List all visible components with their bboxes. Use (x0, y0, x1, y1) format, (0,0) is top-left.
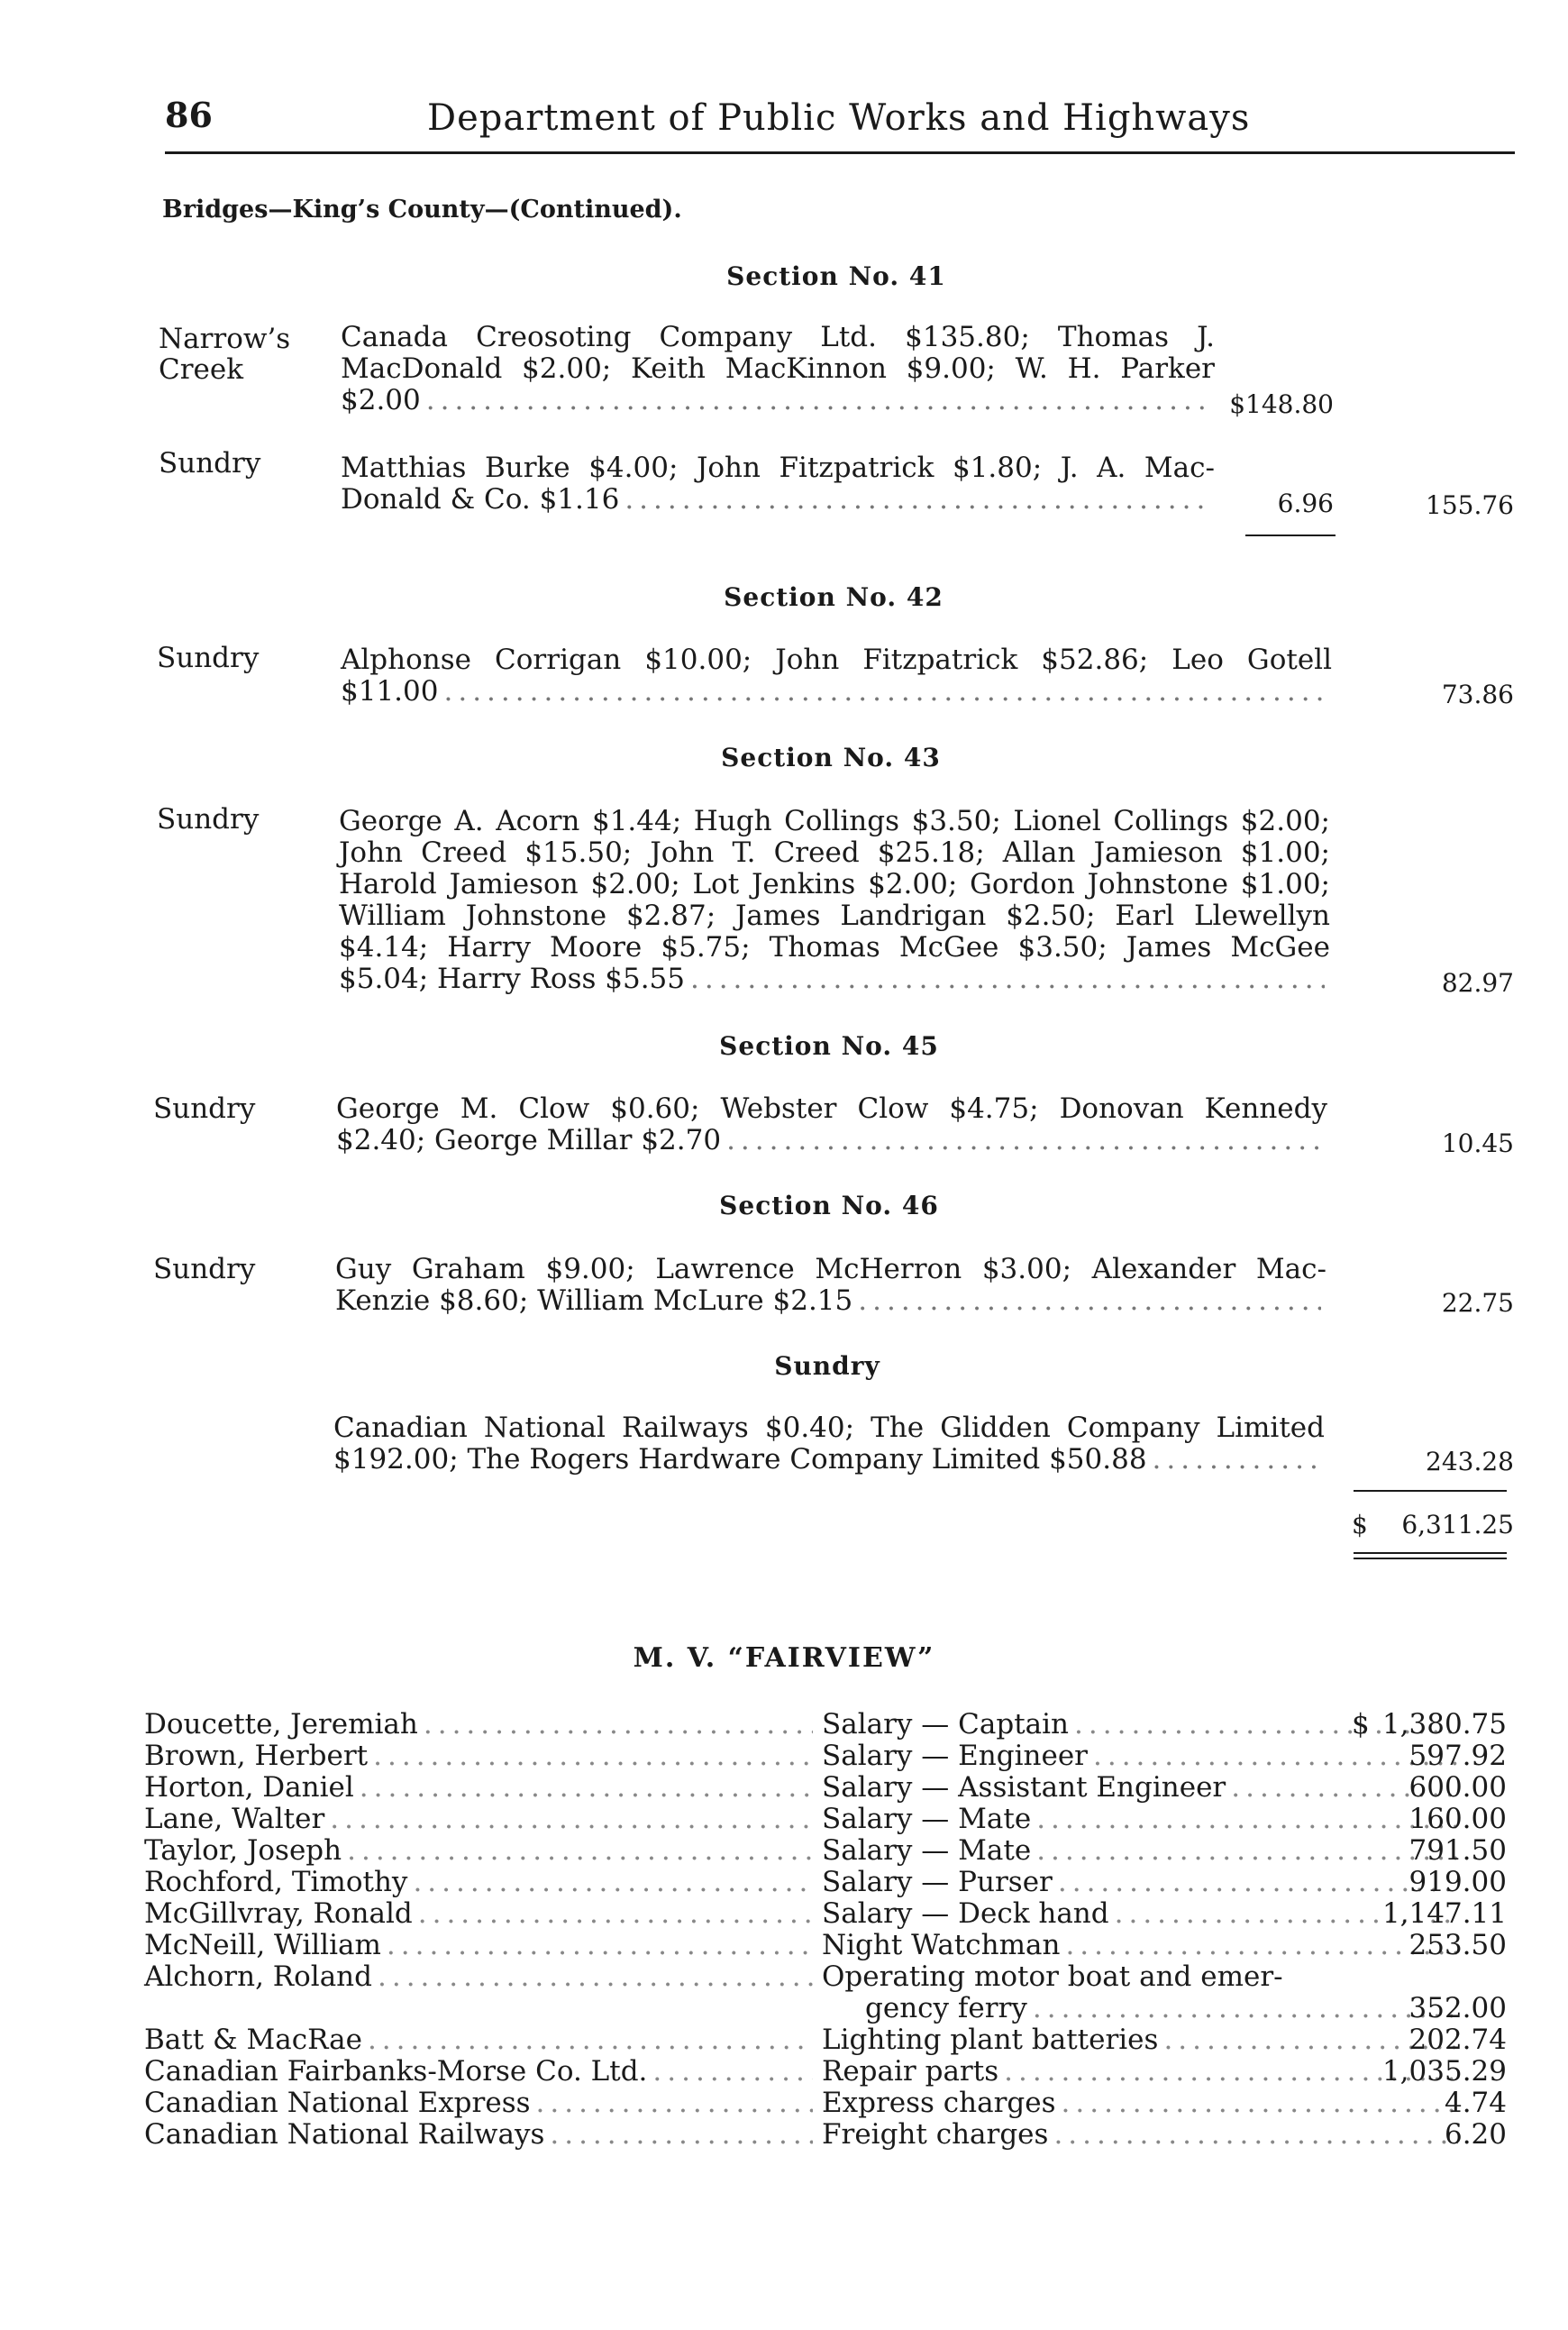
section-total: 243.28 (1426, 1447, 1514, 1476)
entry-label: Sundry (153, 1253, 256, 1285)
section-title: Section No. 41 (726, 261, 946, 291)
entry-label: Sundry (157, 642, 260, 674)
entry-body: Canada Creosoting Company Ltd. $135.80; Thomas J. MacDonald $2.00; Keith MacKinnon $9.00; W. H. Parker $2.00 ..... (341, 322, 1215, 416)
entry-body: Alphonse Corrigan $10.00; John Fitzpatrick $52.86; Leo Gotell $11.00 ..... (341, 644, 1332, 708)
entry-body: Canadian National Railways $0.40; The Glidden Company Limited $192.00; The Rogers Hardware Company Limited $50.88 ..... (333, 1412, 1325, 1476)
section-title: Section No. 46 (719, 1191, 939, 1220)
section-title: Section No. 42 (724, 582, 944, 612)
header-rule (165, 151, 1515, 154)
section-total: 82.97 (1441, 968, 1514, 998)
entry-body: Guy Graham $9.00; Lawrence McHerron $3.00; Alexander Mac- Kenzie $8.60; William McLure $2.15 ..... (335, 1254, 1326, 1317)
sub-amount: $148.80 (1229, 389, 1334, 419)
page-number: 86 (165, 95, 213, 135)
entry-label: Sundry (157, 803, 260, 836)
currency-symbol: $ (1352, 1708, 1370, 1741)
entry-label: Narrow’s Creek (159, 323, 291, 386)
section-total: 22.75 (1441, 1288, 1514, 1318)
grand-total-rule-1 (1354, 1552, 1507, 1554)
entry-body: George M. Clow $0.60; Webster Clow $4.75; Donovan Kennedy $2.40; George Millar $2.70 ..... (336, 1093, 1327, 1156)
section-title: Section No. 45 (719, 1031, 939, 1061)
entry-body: Matthias Burke $4.00; John Fitzpatrick $1.80; J. A. Mac- Donald & Co. $1.16 ..... (341, 452, 1215, 516)
total-rule (1245, 535, 1336, 536)
entry-label: Sundry (153, 1092, 256, 1125)
page-title: Department of Public Works and Highways (427, 97, 1251, 139)
section-total: 73.86 (1441, 680, 1514, 709)
subheading: Bridges—King’s County—(Continued). (162, 196, 682, 224)
fairview-title: M. V. “FAIRVIEW” (633, 1642, 935, 1674)
section-title: Section No. 43 (721, 743, 941, 772)
entry-label: Sundry (159, 447, 261, 480)
section-total: 10.45 (1441, 1128, 1514, 1158)
grand-total: 6,311.25 (1401, 1510, 1514, 1540)
section-total: 155.76 (1426, 490, 1514, 520)
sub-amount: 6.96 (1277, 489, 1334, 518)
section-title: Sundry (774, 1351, 880, 1381)
grand-total-rule-2 (1354, 1558, 1507, 1559)
total-rule (1354, 1490, 1507, 1492)
entry-body: George A. Acorn $1.44; Hugh Collings $3.50; Lionel Collings $2.00; John Creed $15.50; John T. Creed $25.18; Allan Jamieson $1.00; Harold Jamieson $2.00; Lot Jenkins $2.00; Gordon Johnstone $1.00; William Johnstone $2.87; James Landrigan $2.50; Earl Llewellyn $4.14; Harry Moore $5.75; Thomas McGee $3.50; James McGee $5.04; Harry Ross $5.55 ..... (339, 806, 1330, 995)
grand-total-currency: $ (1352, 1510, 1368, 1540)
